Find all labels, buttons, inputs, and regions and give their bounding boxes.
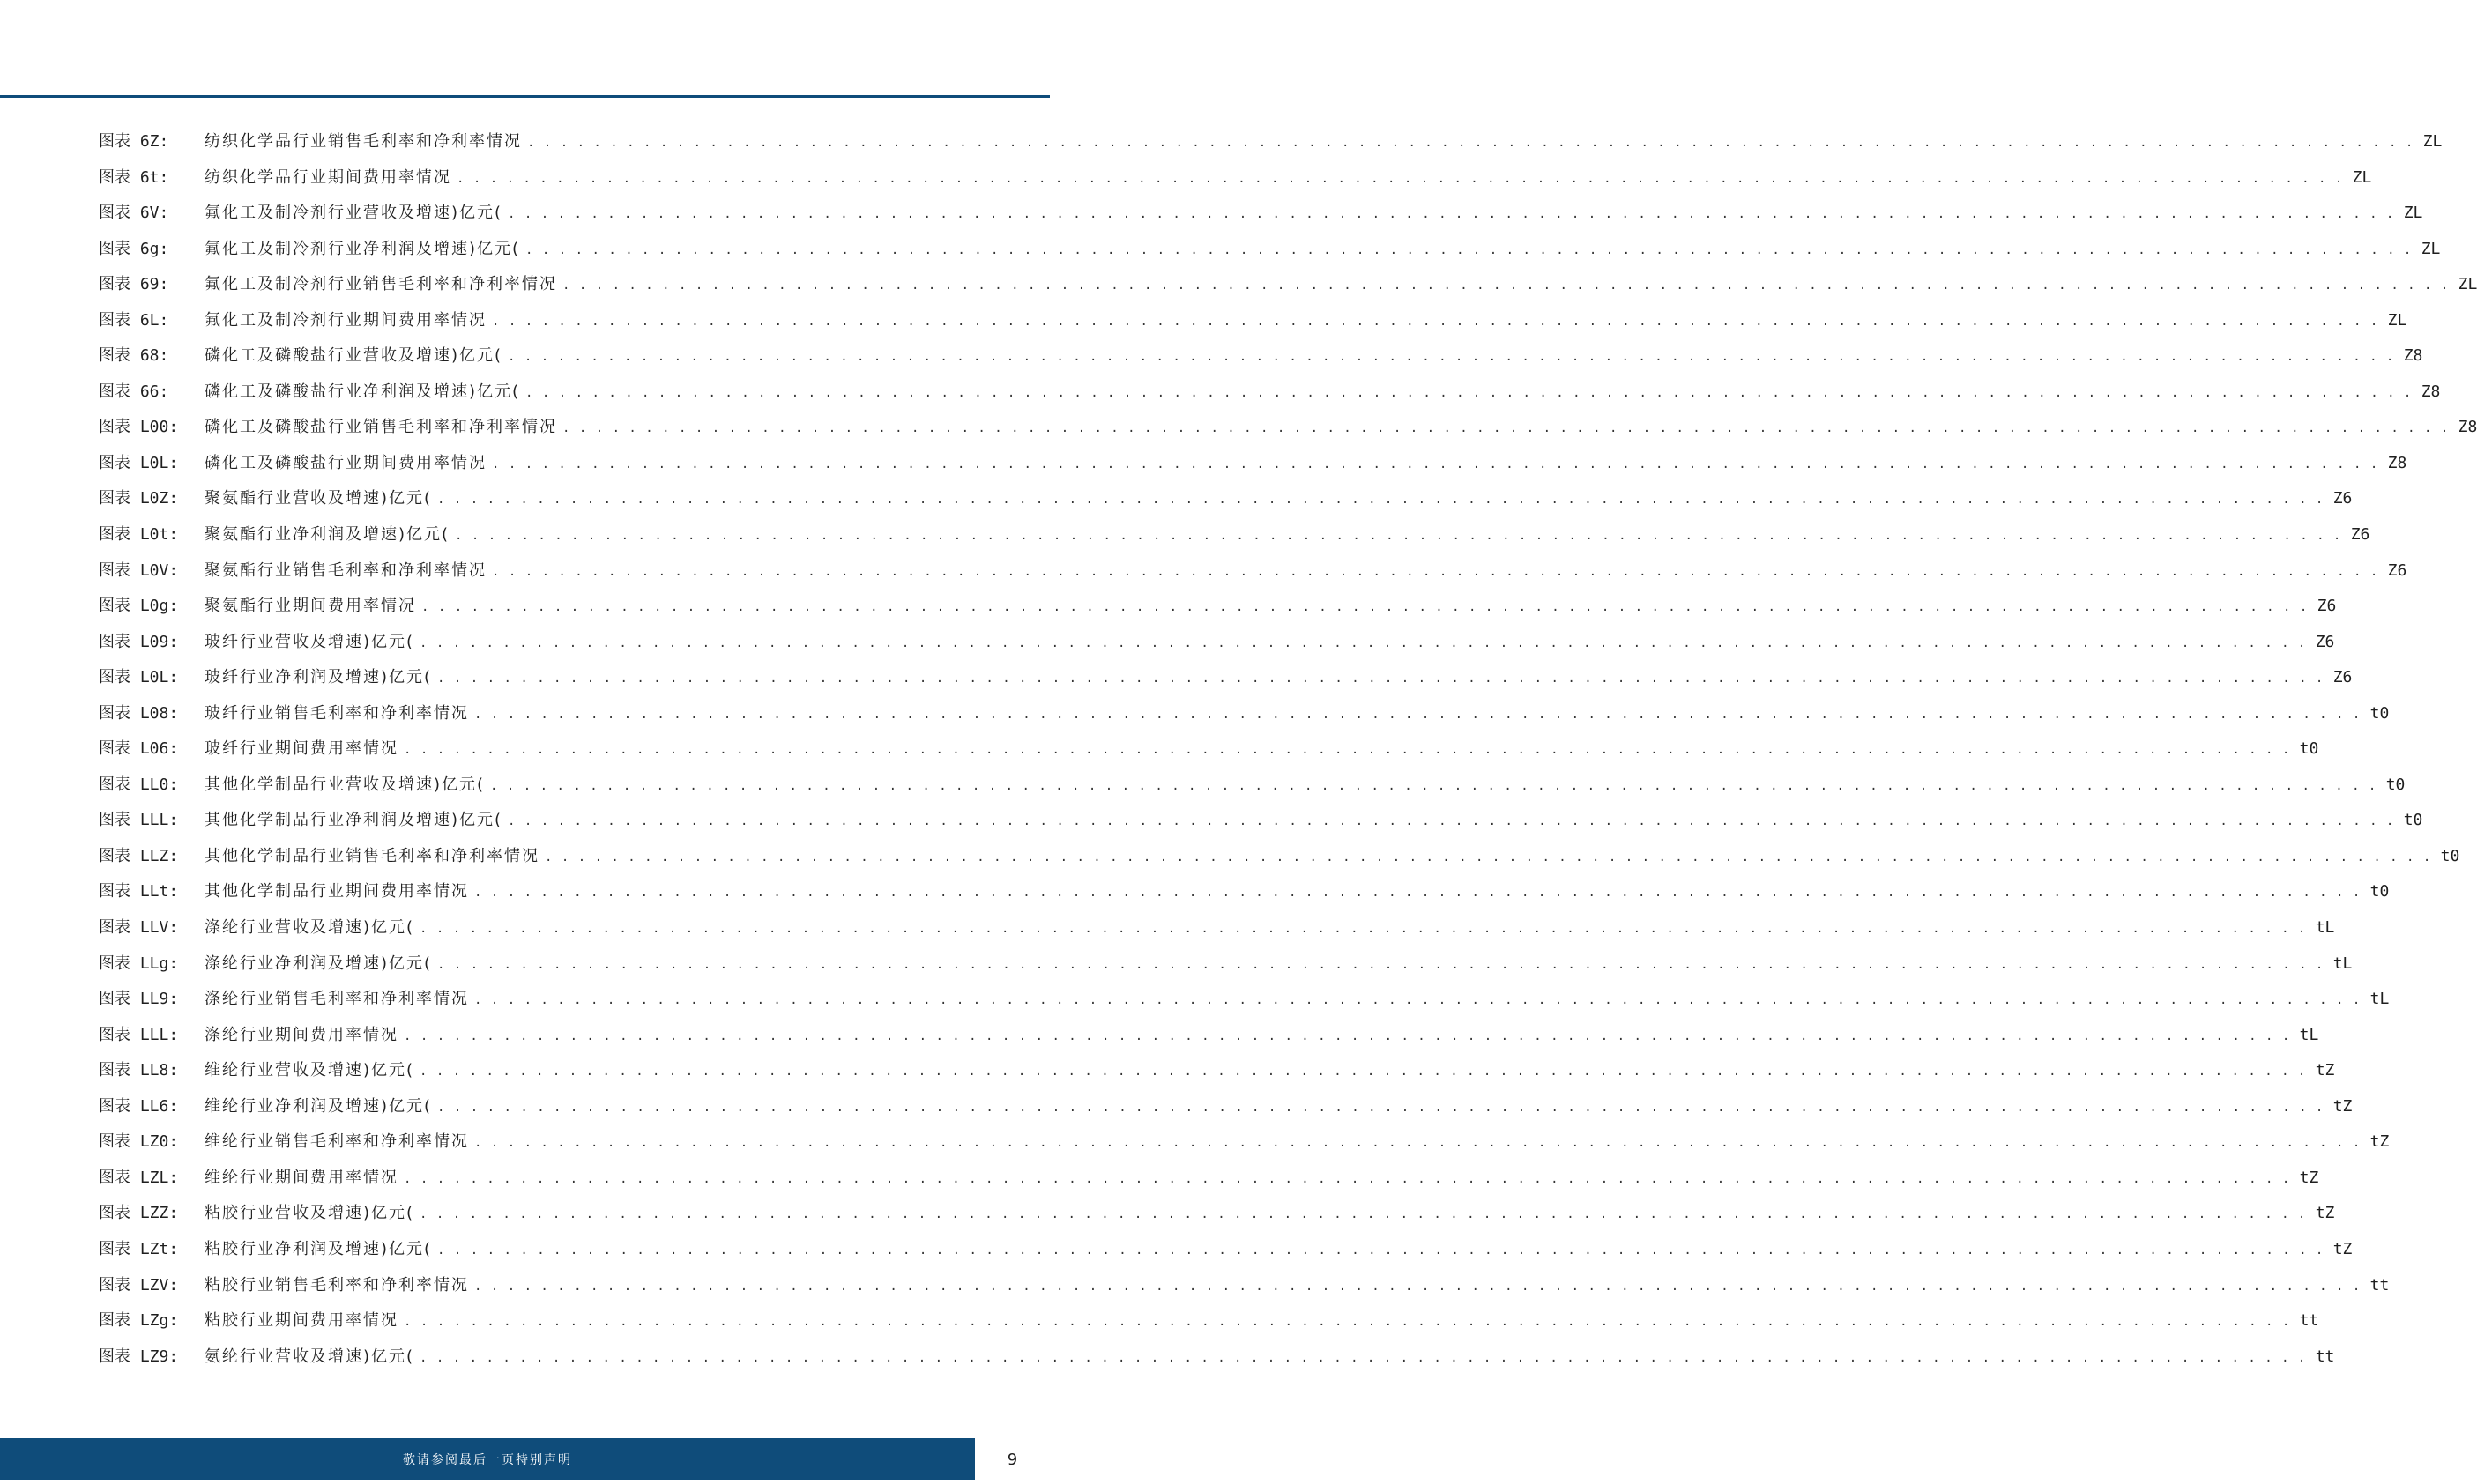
toc-entry-label: 图表 L0g: [99, 597, 179, 616]
toc-entry[interactable] [99, 165, 2372, 201]
toc-entry-title: 其他化学制品行业期间费用率情况 [205, 882, 469, 902]
toc-dot-leader [525, 240, 2412, 258]
toc-entry-page: tZ [2332, 1096, 2353, 1116]
toc-entry-label: 图表 LLL: [99, 1025, 179, 1044]
toc-entry-page: Z8 [2387, 453, 2407, 472]
toc-dot-leader [420, 1204, 2306, 1222]
toc-dot-leader [545, 847, 2431, 865]
toc-entry-title: 聚氨酯行业营收及增速)亿元( [205, 489, 433, 508]
toc-entry-title: 聚氨酯行业销售毛利率和净利率情况 [205, 560, 487, 580]
page-number: 9 [1007, 1450, 1018, 1469]
toc-entry-title: 涤纶行业营收及增速)亿元( [205, 918, 415, 938]
toc-entry-label: 图表 LLL: [99, 811, 179, 830]
toc-entry-title: 玻纤行业营收及增速)亿元( [205, 632, 415, 651]
toc-entry-title: 玻纤行业销售毛利率和净利率情况 [205, 703, 469, 723]
toc-entry-label: 图表 L09: [99, 632, 179, 651]
toc-entry-label: 图表 6g: [99, 239, 169, 258]
toc-entry[interactable] [99, 629, 2335, 665]
toc-dot-leader [474, 1276, 2361, 1295]
toc-entry-label: 图表 6V: [99, 204, 169, 223]
toc-entry[interactable] [99, 486, 2353, 522]
toc-entry-label: 图表 6L: [99, 310, 169, 330]
toc-dot-leader [455, 525, 2341, 544]
toc-dot-leader [437, 1240, 2324, 1258]
toc-dot-leader [474, 1132, 2361, 1151]
toc-dot-leader [420, 1061, 2306, 1080]
toc-entry-label: 图表 LZ9: [99, 1347, 179, 1366]
toc-dot-leader [404, 1311, 2290, 1330]
toc-entry-page: tt [2369, 1275, 2390, 1295]
toc-dot-leader [437, 954, 2324, 973]
toc-dot-leader [525, 382, 2412, 401]
toc-entry-page: ZL [2403, 204, 2423, 223]
toc-entry-page: t0 [2403, 811, 2423, 830]
toc-entry-label: 图表 LZZ: [99, 1204, 179, 1223]
toc-entry-label: 图表 L0L: [99, 453, 179, 472]
toc-entry-label: 图表 LL9: [99, 990, 179, 1009]
toc-entry-page: ZL [2387, 310, 2407, 330]
toc-dot-leader [420, 918, 2306, 937]
toc-entry-page: t0 [2369, 703, 2390, 723]
toc-entry[interactable] [99, 807, 2423, 843]
toc-dot-leader [492, 311, 2378, 330]
toc-entry-label: 图表 L0V: [99, 560, 179, 580]
toc-entry-label: 图表 LLt: [99, 882, 179, 902]
toc-entry-label: 图表 L0Z: [99, 489, 179, 508]
toc-entry-title: 涤纶行业净利润及增速)亿元( [205, 953, 433, 973]
toc-entry[interactable] [99, 1344, 2335, 1380]
toc-entry[interactable] [99, 879, 2390, 915]
toc-entry-label: 图表 6Z: [99, 132, 169, 151]
toc-entry-page: t0 [2385, 775, 2406, 794]
toc-entry-title: 纺织化学品行业销售毛利率和净利率情况 [205, 132, 522, 151]
toc-entry-title: 其他化学制品行业净利润及增速)亿元( [205, 811, 503, 830]
toc-entry-page: Z6 [2387, 560, 2407, 580]
toc-entry-title: 玻纤行业净利润及增速)亿元( [205, 668, 433, 687]
toc-entry[interactable] [99, 772, 2406, 808]
toc-dot-leader [437, 668, 2324, 686]
toc-dot-leader [404, 1169, 2290, 1187]
toc-entry-title: 维纶行业销售毛利率和净利率情况 [205, 1132, 469, 1152]
toc-entry-label: 图表 LL8: [99, 1061, 179, 1080]
toc-entry-page: tL [2299, 1025, 2319, 1044]
toc-entry-page: Z6 [2315, 632, 2335, 651]
toc-entry-title: 聚氨酯行业净利润及增速)亿元( [205, 525, 450, 545]
toc-entry-title: 玻纤行业期间费用率情况 [205, 739, 398, 759]
toc-entry-label: 图表 L0L: [99, 668, 179, 687]
toc-dot-leader [492, 454, 2378, 472]
toc-entry-label: 图表 6t: [99, 167, 169, 187]
footer-notice: 敬请参阅最后一页特别声明 [403, 1453, 572, 1467]
toc-entry[interactable] [99, 593, 2337, 629]
toc-entry-title: 氟化工及制冷剂行业销售毛利率和净利率情况 [205, 275, 557, 294]
toc-entry[interactable] [99, 1057, 2335, 1094]
toc-entry[interactable] [99, 951, 2353, 987]
toc-entry-title: 纺织化学品行业期间费用率情况 [205, 167, 451, 187]
toc-entry[interactable] [99, 736, 2319, 772]
toc-entry-page: Z6 [2332, 668, 2353, 687]
toc-entry[interactable] [99, 522, 2370, 558]
toc-entry[interactable] [99, 271, 2477, 308]
toc-entry-label: 图表 66: [99, 382, 169, 401]
toc-entry-title: 磷化工及磷酸盐行业净利润及增速)亿元( [205, 382, 521, 401]
toc-entry[interactable] [99, 843, 2460, 879]
toc-entry-label: 图表 LZg: [99, 1311, 179, 1331]
toc-entry[interactable] [99, 379, 2441, 415]
toc-entry[interactable] [99, 1200, 2335, 1236]
toc-entry-page: tZ [2315, 1204, 2335, 1223]
toc-entry-title: 氟化工及制冷剂行业营收及增速)亿元( [205, 204, 503, 223]
toc-entry-label: 图表 LZL: [99, 1168, 179, 1187]
toc-entry-page: t0 [2440, 846, 2460, 865]
toc-entry[interactable] [99, 308, 2407, 344]
toc-entry-title: 维纶行业营收及增速)亿元( [205, 1061, 415, 1080]
toc-entry-page: tZ [2332, 1239, 2353, 1258]
toc-dot-leader [508, 204, 2394, 222]
toc-entry-label: 图表 L06: [99, 739, 179, 759]
toc-entry-page: tZ [2369, 1132, 2390, 1152]
toc-entry[interactable] [99, 558, 2407, 594]
toc-entry-label: 图表 L0t: [99, 525, 179, 545]
toc-dot-leader [527, 132, 2414, 151]
toc-entry-title: 其他化学制品行业销售毛利率和净利率情况 [205, 846, 539, 865]
toc-entry-page: tL [2315, 918, 2335, 938]
toc-dot-leader [474, 882, 2361, 901]
toc-dot-leader [420, 1347, 2306, 1366]
toc-dot-leader [474, 704, 2361, 723]
toc-entry-title: 涤纶行业期间费用率情况 [205, 1025, 398, 1044]
toc-dot-leader [420, 633, 2306, 651]
toc-entry-title: 氟化工及制冷剂行业净利润及增速)亿元( [205, 239, 521, 258]
toc-entry-page: tL [2369, 990, 2390, 1009]
toc-entry-page: ZL [2422, 132, 2443, 151]
toc-entry-label: 图表 LZ0: [99, 1132, 179, 1152]
toc-entry-page: Z6 [2332, 489, 2353, 508]
toc-dot-leader [508, 346, 2394, 365]
toc-entry-title: 其他化学制品行业营收及增速)亿元( [205, 775, 486, 794]
toc-entry-label: 图表 LZV: [99, 1275, 179, 1295]
toc-dot-leader [404, 739, 2290, 758]
toc-entry[interactable] [99, 414, 2477, 450]
toc-entry[interactable] [99, 343, 2423, 379]
toc-entry[interactable] [99, 1273, 2390, 1309]
toc-entry-label: 图表 LLZ: [99, 846, 179, 865]
toc-entry-page: ZL [2421, 239, 2441, 258]
toc-entry-title: 磷化工及磷酸盐行业营收及增速)亿元( [205, 346, 503, 366]
toc-dot-leader [457, 168, 2343, 187]
toc-entry-page: tt [2299, 1311, 2319, 1331]
toc-entry-label: 图表 LLg: [99, 953, 179, 973]
toc-entry[interactable] [99, 200, 2423, 236]
toc-entry[interactable] [99, 1129, 2390, 1165]
toc-dot-leader [437, 1097, 2324, 1116]
toc-entry[interactable] [99, 129, 2443, 165]
toc-entry-page: t0 [2369, 882, 2390, 902]
toc-entry-title: 粘胶行业销售毛利率和净利率情况 [205, 1275, 469, 1295]
toc-entry-title: 磷化工及磷酸盐行业期间费用率情况 [205, 453, 487, 472]
header-rule [0, 95, 1050, 98]
toc-entry-label: 图表 L00: [99, 418, 179, 437]
toc-entry-label: 图表 L08: [99, 703, 179, 723]
toc-entry-page: Z6 [2317, 597, 2337, 616]
toc-entry[interactable] [99, 701, 2390, 737]
toc-entry-page: ZL [2352, 167, 2372, 187]
toc-entry-page: tZ [2315, 1061, 2335, 1080]
toc-entry-label: 图表 69: [99, 275, 169, 294]
toc-dot-leader [562, 275, 2449, 293]
toc-entry-title: 涤纶行业销售毛利率和净利率情况 [205, 990, 469, 1009]
toc-entry-page: Z6 [2350, 525, 2370, 545]
toc-entry-page: Z8 [2458, 418, 2477, 437]
toc-dot-leader [474, 990, 2361, 1008]
toc-entry-page: t0 [2299, 739, 2319, 759]
toc-entry-page: tL [2332, 953, 2353, 973]
toc-dot-leader [562, 418, 2449, 436]
toc-entry[interactable] [99, 236, 2441, 272]
toc-entry-title: 粘胶行业营收及增速)亿元( [205, 1204, 415, 1223]
toc-entry[interactable] [99, 1094, 2353, 1130]
toc-entry-page: tt [2315, 1347, 2335, 1366]
toc-entry-label: 图表 LL0: [99, 775, 179, 794]
toc-entry-page: tZ [2299, 1168, 2319, 1187]
toc-entry-title: 氨纶行业营收及增速)亿元( [205, 1347, 415, 1366]
toc-entry[interactable] [99, 450, 2407, 486]
toc-entry[interactable] [99, 915, 2335, 951]
toc-entry-title: 聚氨酯行业期间费用率情况 [205, 597, 416, 616]
toc-entry-page: Z8 [2421, 382, 2441, 401]
toc-entry-title: 粘胶行业净利润及增速)亿元( [205, 1239, 433, 1258]
toc-entry-title: 维纶行业净利润及增速)亿元( [205, 1096, 433, 1116]
toc-dot-leader [490, 775, 2377, 794]
toc-entry[interactable] [99, 1236, 2353, 1273]
toc-entry-label: 图表 LL6: [99, 1096, 179, 1116]
toc-dot-leader [404, 1026, 2290, 1044]
toc-entry-label: 图表 LLV: [99, 918, 179, 938]
toc-entry-title: 粘胶行业期间费用率情况 [205, 1311, 398, 1331]
toc-entry-title: 磷化工及磷酸盐行业销售毛利率和净利率情况 [205, 418, 557, 437]
toc-dot-leader [508, 811, 2394, 829]
toc-dot-leader [421, 597, 2308, 615]
toc-entry[interactable] [99, 1165, 2319, 1201]
toc-entry[interactable] [99, 1308, 2319, 1344]
toc-dot-leader [492, 561, 2378, 580]
toc-entry-page: Z8 [2403, 346, 2423, 366]
toc-entry-page: ZL [2458, 275, 2477, 294]
toc-entry[interactable] [99, 664, 2353, 701]
toc-entry[interactable] [99, 1022, 2319, 1058]
table-of-figures [99, 129, 2477, 1379]
footer-bar [0, 1438, 975, 1480]
toc-entry-title: 氟化工及制冷剂行业期间费用率情况 [205, 310, 487, 330]
toc-dot-leader [437, 489, 2324, 508]
toc-entry-title: 维纶行业期间费用率情况 [205, 1168, 398, 1187]
toc-entry[interactable] [99, 986, 2390, 1022]
toc-entry-label: 图表 LZt: [99, 1239, 179, 1258]
toc-entry-label: 图表 68: [99, 346, 169, 366]
